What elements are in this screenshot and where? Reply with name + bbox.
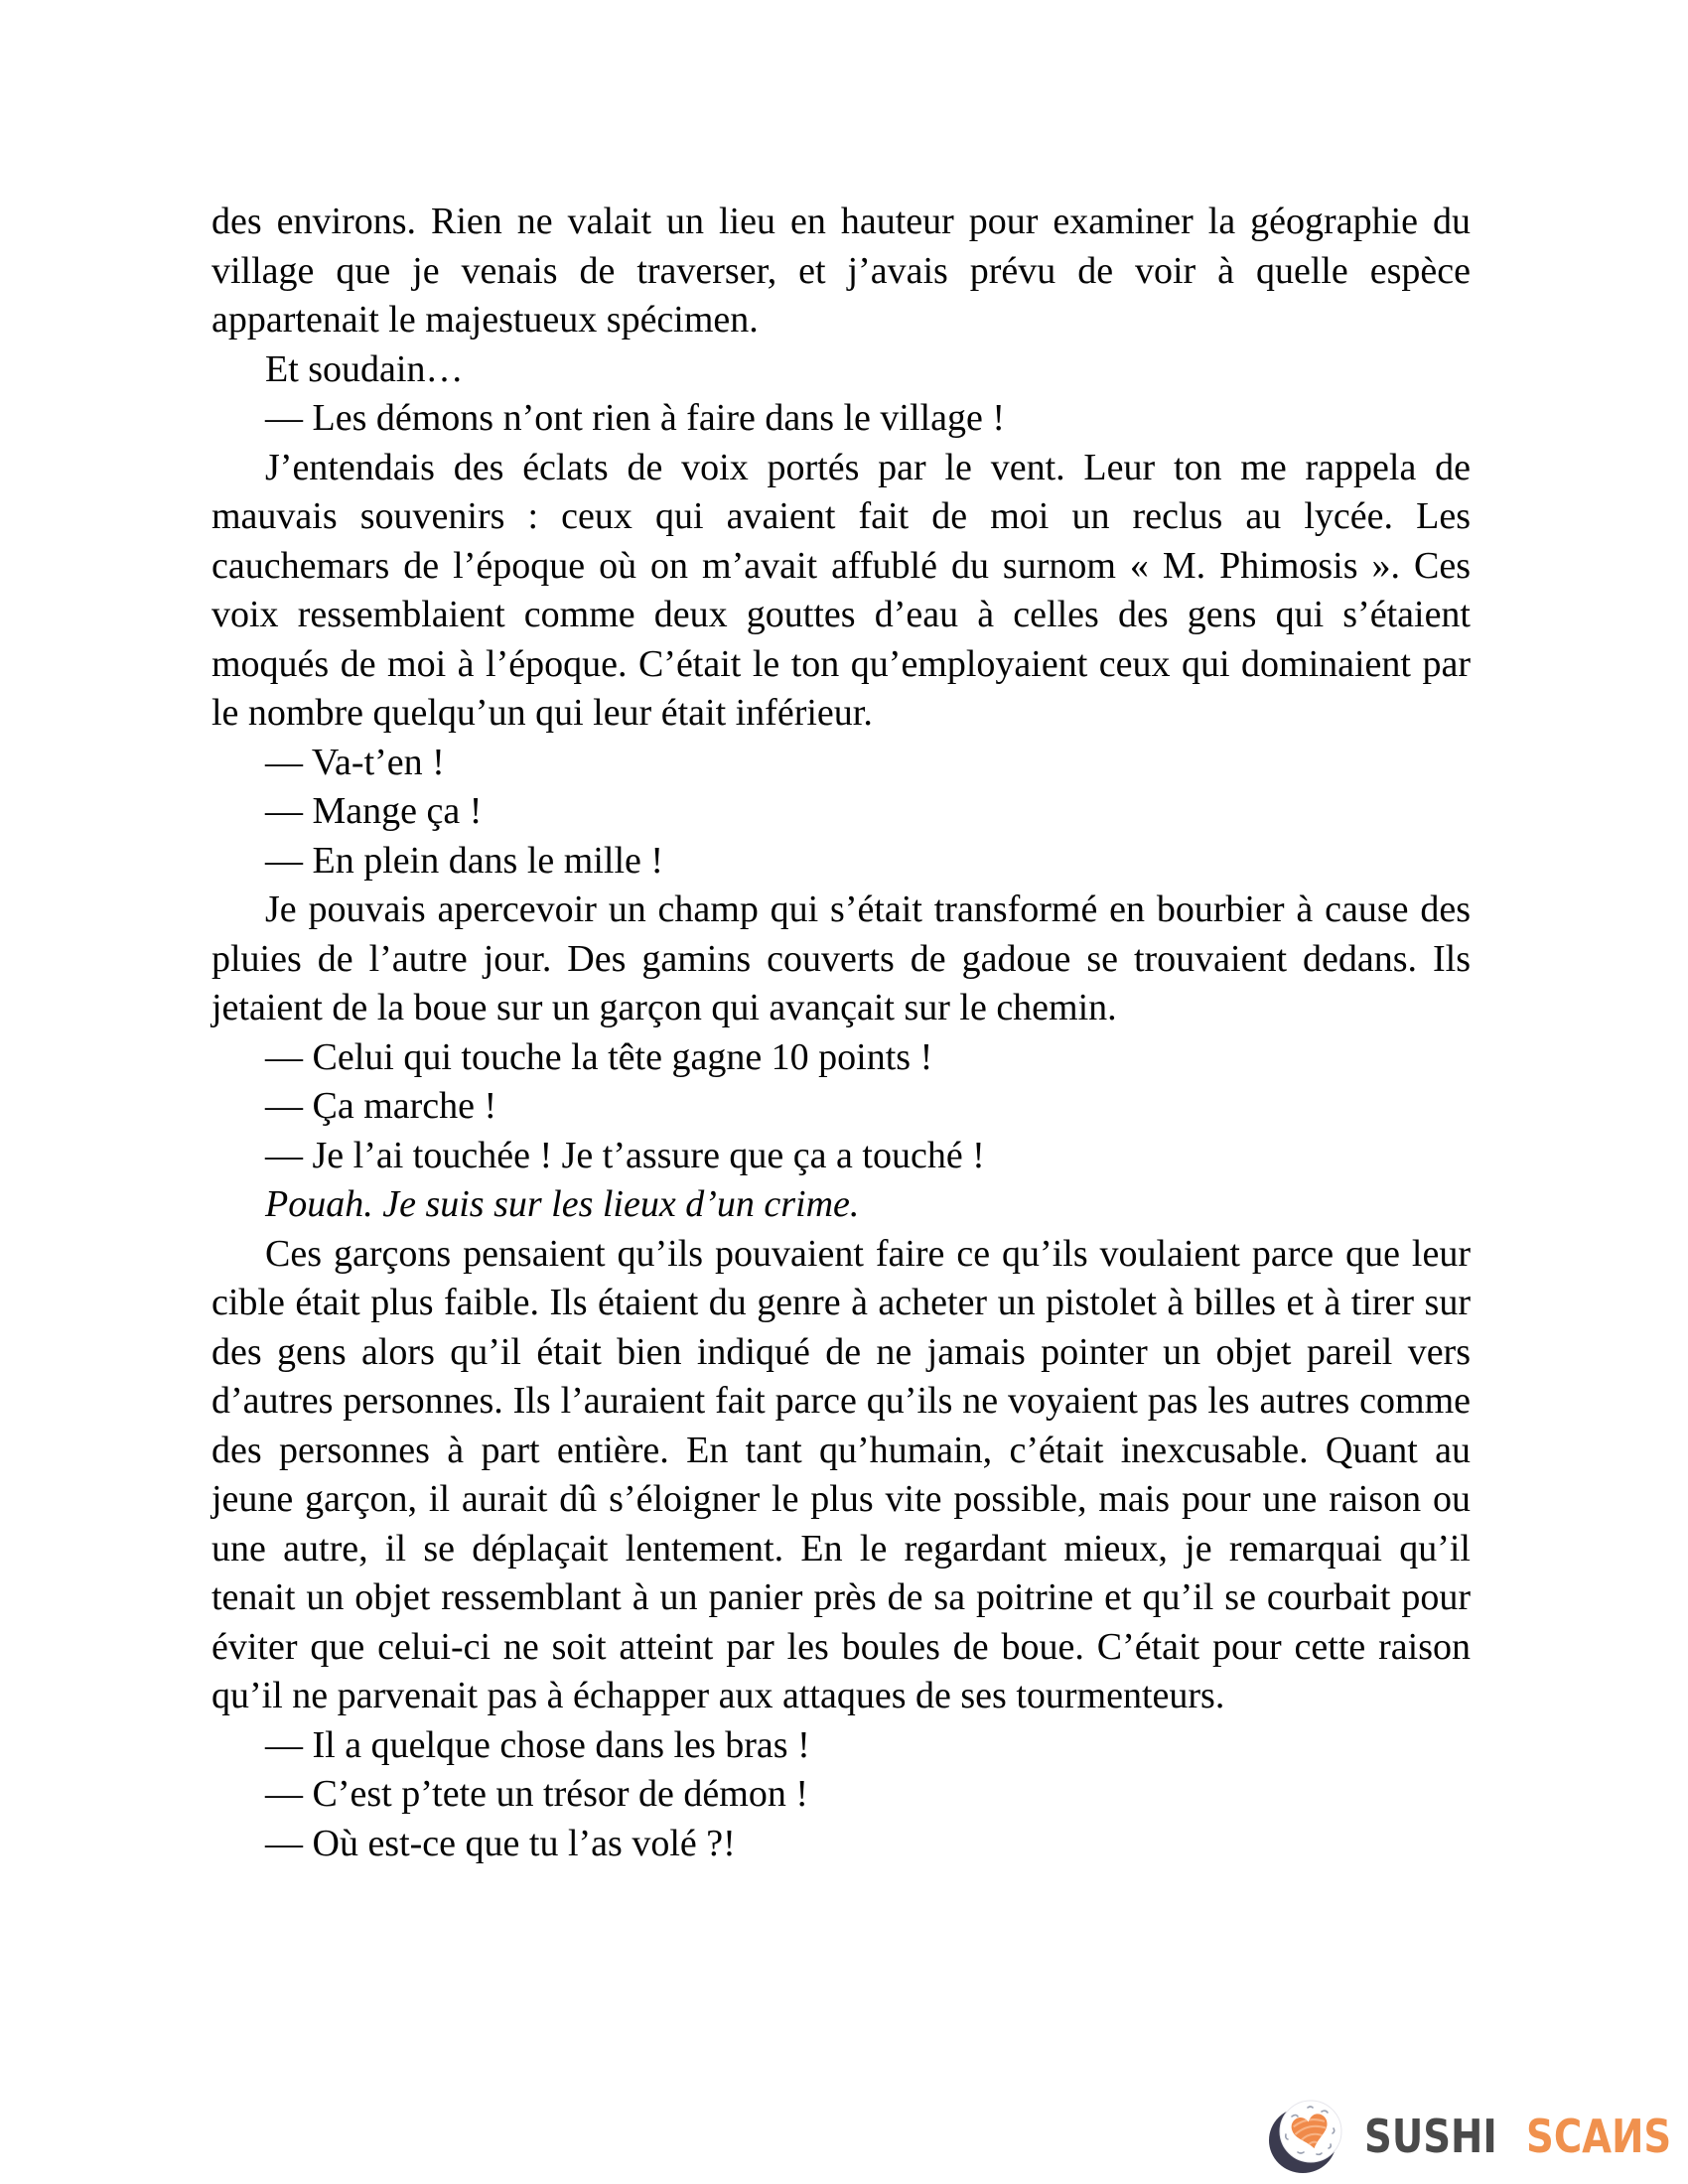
paragraph: — Où est-ce que tu l’as volé ?! [265, 1822, 736, 1864]
paragraph: — Les démons n’ont rien à faire dans le village ! [265, 397, 1005, 439]
paragraph: Pouah. Je suis sur les lieux d’un crime. [265, 1183, 860, 1225]
paragraph: — C’est p’tete un trésor de démon ! [265, 1773, 808, 1815]
sushi-scans-logo [1268, 2095, 1688, 2178]
logo-text-sushi: SUSHI [1364, 2110, 1497, 2163]
paragraph: J’entendais des éclats de voix portés par le vent. Leur ton me rappela de mauvais souvenirs : ceux qui avaient fait de moi un reclus au lycée. Les cauchemars de l’époque où on m’avait affublé du surnom « M. Phimosis ». Ces voix ressemblaient comme deux gouttes d’eau à celles des gens qui s’étaient moqués de moi à l’époque. C’était le ton qu’employaient ceux qui dominaient par le nombre quelqu’un qui leur était inférieur. [211, 446, 1471, 734]
paragraph: — En plein dans le mille ! [265, 839, 664, 882]
paragraph: — Va-t’en ! [265, 741, 445, 783]
logo-wordmark [1364, 2110, 1688, 2163]
paragraph: des environs. Rien ne valait un lieu en hauteur pour examiner la géographie du village que je venais de traverser, et j’avais prévu de voir à quelle espèce appartenait le majestueux spécimen. [211, 201, 1471, 341]
page-text [211, 198, 1471, 1868]
paragraph: Et soudain… [265, 347, 464, 390]
logo-text-scans: SCAИS [1526, 2110, 1672, 2163]
paragraph: — Mange ça ! [265, 790, 483, 832]
paragraph: Je pouvais apercevoir un champ qui s’était transformé en bourbier à cause des pluies de l’autre jour. Des gamins couverts de gadoue se trouvaient dedans. Ils jetaient de la boue sur un garçon qui avançait sur le chemin. [211, 888, 1471, 1028]
paragraph: — Il a quelque chose dans les bras ! [265, 1723, 810, 1766]
paragraph: — Je l’ai touchée ! Je t’assure que ça a touché ! [265, 1134, 985, 1176]
paragraph: — Ça marche ! [265, 1085, 497, 1127]
sushi-roll-icon [1268, 2095, 1347, 2178]
paragraph: — Celui qui touche la tête gagne 10 points ! [265, 1035, 933, 1078]
paragraph: Ces garçons pensaient qu’ils pouvaient faire ce qu’ils voulaient parce que leur cible était plus faible. Ils étaient du genre à acheter un pistolet à billes et à tirer sur des gens alors qu’il était bien indiqué de ne jamais pointer un objet pareil vers d’autres personnes. Ils l’auraient fait parce qu’ils ne voyaient pas les autres comme des personnes à part entière. En tant qu’humain, c’était inexcusable. Quant au jeune garçon, il aurait dû s’éloigner le plus vite possible, mais pour une raison ou une autre, il se déplaçait lentement. En le regardant mieux, je remarquai qu’il tenait un objet ressemblant à un panier près de sa poitrine et qu’il se courbait pour éviter que celui-ci ne soit atteint par les boules de boue. C’était pour cette raison qu’il ne parvenait pas à échapper aux attaques de ses tourmenteurs. [211, 1232, 1471, 1716]
